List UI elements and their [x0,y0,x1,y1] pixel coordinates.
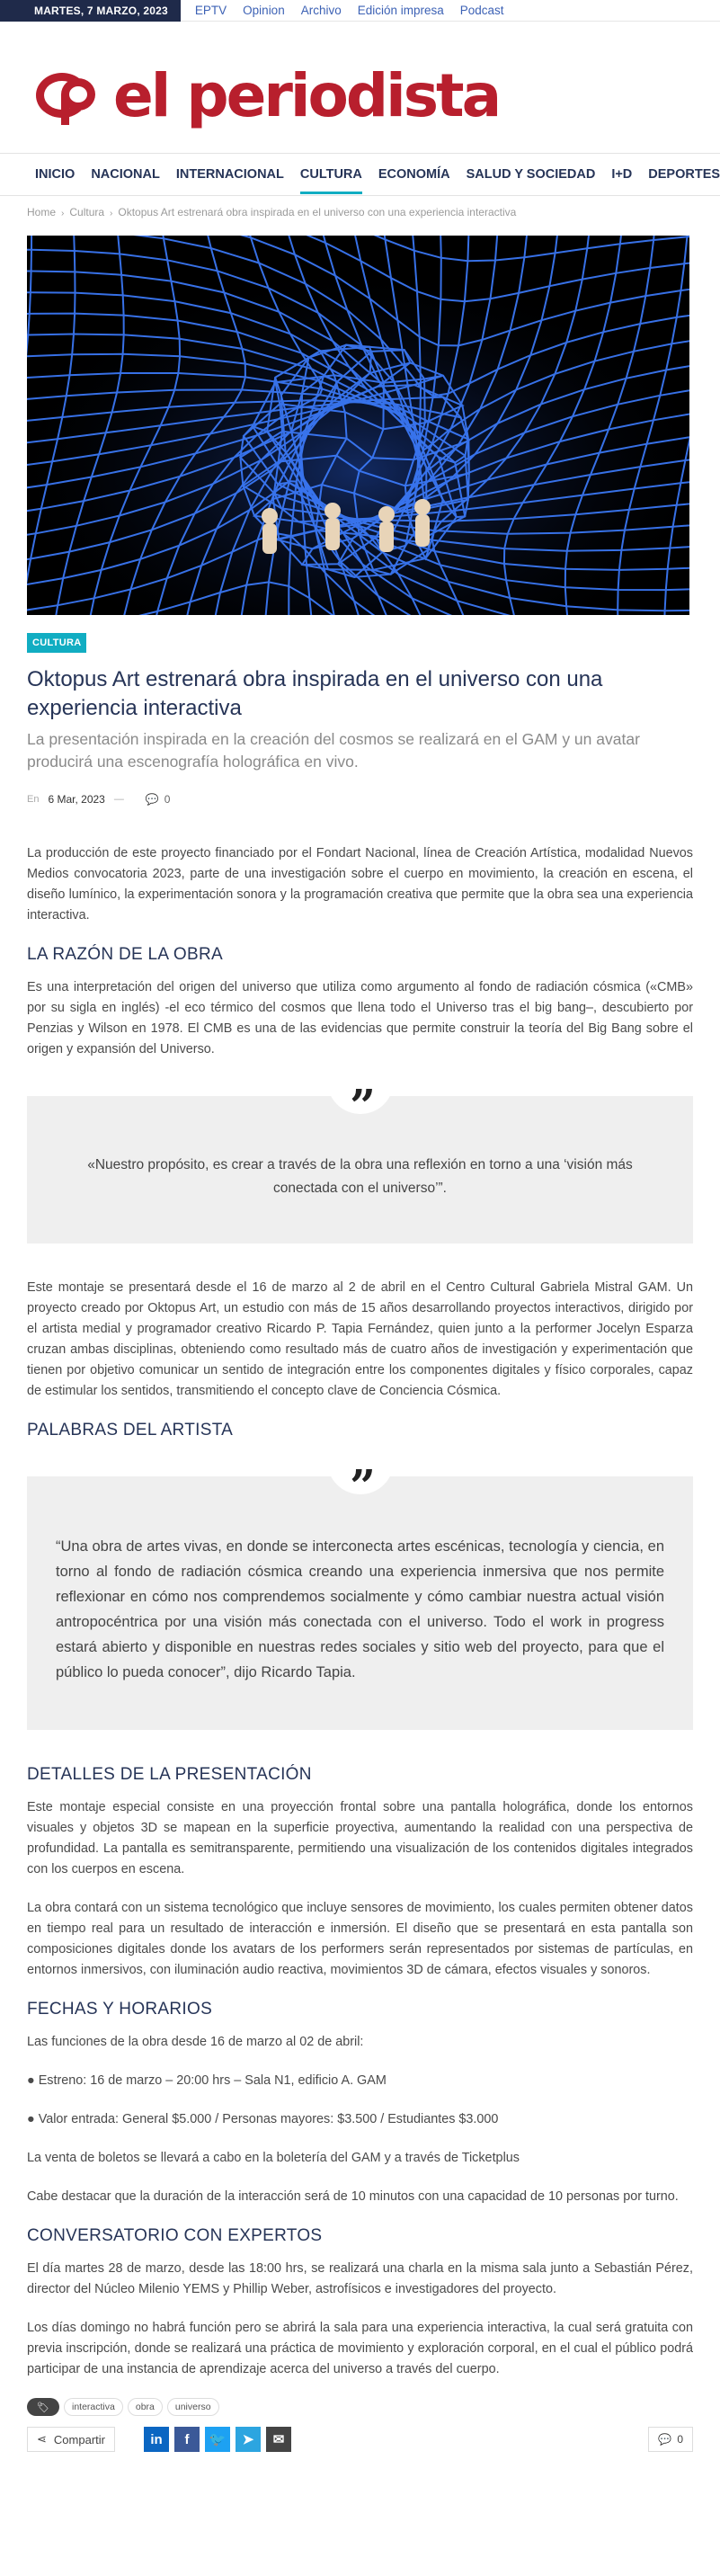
article-subtitle: La presentación inspirada en la creación del cosmos se realizará en el GAM y un avatar producirá una escenografía holográfica en vivo. [27,730,640,771]
top-links [195,4,504,17]
paragraph: Cabe destacar que la duración de la interacción será de 10 minutos con una capacidad de 10 personas por turno. [27,2189,679,2204]
nav-item-inicio[interactable]: INICIO [35,167,76,182]
share-comments-count: 0 [677,2433,683,2446]
nav-item-internacional[interactable]: INTERNACIONAL [175,167,284,182]
paragraph: Las funciones de la obra desde 16 de marzo al 02 de abril: [27,2035,364,2049]
top-link-archivo[interactable]: Archivo [300,4,342,17]
comment-icon: 💬 [658,2433,672,2446]
current-date: MARTES, 7 MARZO, 2023 [0,0,181,22]
quote-icon: ” [327,1458,394,1494]
breadcrumb [0,196,720,228]
linkedin-icon[interactable]: in [144,2427,169,2452]
breadcrumb-current: Oktopus Art estrenará obra inspirada en el universo con una experiencia interactiva [118,206,517,218]
tag-obra[interactable]: obra [128,2398,163,2416]
site-header [0,22,720,153]
paragraph: Este montaje especial consiste en una proyección frontal sobre una pantalla holográfica, donde los entornos visuales y objetos 3D se mapean en la superficie proyectiva, aumentando la realidad con una perspectiva de profundidad. La pantalla es semitransparente, permitiendo una visualización de los contenidos digitales integrados con los cuerpos en escena. [27,1800,693,1876]
nav-item-cultura[interactable]: CULTURA [292,153,370,196]
site-logo[interactable] [34,61,500,130]
nav-item-i-d[interactable]: I+D [611,167,633,182]
hero-image [27,236,689,615]
breadcrumb-separator-icon: › [110,209,113,218]
section-heading: LA RAZÓN DE LA OBRA [27,945,223,964]
comment-icon: 💬 [145,793,159,806]
tag-list [27,2398,693,2416]
share-button[interactable] [27,2427,115,2452]
share-icon: ⋖ [37,2432,47,2446]
pull-quote [27,1079,693,1243]
comments-button[interactable] [648,2427,693,2452]
section-heading: DETALLES DE LA PRESENTACIÓN [27,1765,312,1784]
paragraph: ● Estreno: 16 de marzo – 20:00 hrs – Sala N1, edificio A. GAM [27,2073,387,2088]
top-link-edicion-impresa[interactable]: Edición impresa [357,4,444,17]
section-heading: PALABRAS DEL ARTISTA [27,1421,234,1440]
paragraph: La venta de boletos se llevará a cabo en la boletería del GAM y a través de Ticketplus [27,2151,520,2165]
paragraph: Es una interpretación del origen del universo que utiliza como argumento al fondo de radiación cósmica («CMB» por su sigla en inglés) -el eco térmico del cosmos que llena todo el Universo tras el big bang–, descubierto por Penzias y Wilson en 1978. El CMB es una de las evidencias que permite construir la teoría del Big Bang sobre el origen y expansión del Universo. [27,980,693,1056]
comments-count: 0 [164,793,171,806]
top-link-eptv[interactable]: EPTV [194,4,227,17]
share-bar [27,2427,693,2452]
share-label: Compartir [53,2432,105,2447]
paragraph: Este montaje se presentará desde el 16 de marzo al 2 de abril en el Centro Cultural Gabriela Mistral GAM. Un proyecto creado por Oktopus Art, un estudio con más de 15 años desarrollando proyectos interactivos, dirigido por el artista medial y programador creativo Ricardo P. Tapia Fernández, quien junto a la performer Jocelyn Esparza cruzan ambas disciplinas, obteniendo como resultado más de cuatro años de investigación y experimentación que tienen por objetivo comunicar un sentido de integración entre los componentes digitales y físico corporales, capaz de estimular los sentidos, transmitiendo el concepto clave de Conciencia Cósmica. [27,1280,693,1398]
section-heading: FECHAS Y HORARIOS [27,2000,213,2019]
breadcrumb-home[interactable]: Home [27,206,57,218]
twitter-icon[interactable]: 🐦 [205,2427,230,2452]
top-bar [0,0,720,22]
breadcrumb-separator-icon: › [61,209,65,218]
top-link-podcast[interactable]: Podcast [459,4,504,17]
paragraph: La obra contará con un sistema tecnológico que incluye sensores de movimiento, los cuales permiten obtener datos en tiempo real para un resultado de interacción e inmersión. El diseño que se presentará en esta pantalla son composiciones digitales donde los avatars de los performers serán representados por sistemas de partículas, en entornos inmersivos, con iluminación audio reactiva, movimientos 3D de cámara, efectos visuales y sonoros. [27,1901,693,1977]
section-heading: CONVERSATORIO CON EXPERTOS [27,2226,323,2245]
tag-icon: 🏷 [27,2398,59,2416]
pull-quote-text: “Una obra de artes vivas, en donde se interconecta artes escénicas, tecnología y ciencia, en torno al fondo de radiación cósmica creando una experiencia inmersiva que nos permite reflexionar en cómo nos comprendemos socialmente y cómo cambiar nuestra actual visión antropocéntrica por una visión más conectada con el universo. Todo el work in progress estará abierto y disponible en nuestras redes sociales y sitio web del proyecto, para que el público lo pueda conocer”, dijo Ricardo Tapia. [56,1538,664,1680]
paragraph: La producción de este proyecto financiado por el Fondart Nacional, línea de Creación Artística, modalidad Nuevos Medios convocatoria 2023, parte de una investigación sobre el cuerpo en movimiento, la creación en escena, el diseño lumínico, la experimentación sonora y la programación creativa que permite que la obra sea una experiencia interactiva. [27,846,693,923]
tag-interactiva[interactable]: interactiva [64,2398,123,2416]
article-body [27,843,693,2380]
pull-quote [27,1459,693,1730]
meta-separator: — [113,794,124,805]
paragraph: El día martes 28 de marzo, desde las 18:00 hrs, se realizará una charla en la misma sala junto a Sebastián Pérez, director del Núcleo Milenio YEMS y Phillip Weber, astrofísicos e investigadores del proyecto. [27,2261,693,2296]
top-link-opinion[interactable]: Opinion [243,4,285,17]
paragraph: Los días domingo no habrá función pero se abrirá la sala para una experiencia interactiva, la cual será gratuita con previa inscripción, donde se realizará una práctica de movimiento y exploración corporal, en el cual el público podrá participar de una instancia de aprendizaje acerca del universo a través del cuerpo. [27,2321,693,2376]
logo-text: el periodista [113,61,500,130]
nav-item-nacional[interactable]: NACIONAL [91,167,160,182]
logo-mark-icon [34,66,108,123]
telegram-icon[interactable]: ➤ [236,2427,261,2452]
paragraph: ● Valor entrada: General $5.000 / Personas mayores: $3.500 / Estudiantes $3.000 [27,2112,499,2126]
comments-link[interactable] [146,793,171,806]
nav-item-economia[interactable]: ECONOMÍA [378,167,450,182]
facebook-icon[interactable]: f [174,2427,200,2452]
main-nav [0,153,720,196]
breadcrumb-cultura[interactable]: Cultura [69,206,105,218]
category-badge[interactable]: CULTURA [27,633,86,653]
article-title: Oktopus Art estrenará obra inspirada en el universo con una experiencia interactiva [27,667,603,720]
tag-universo[interactable]: universo [167,2398,219,2416]
nav-item-salud-y-sociedad[interactable]: SALUD Y SOCIEDAD [466,167,596,182]
pull-quote-text: «Nuestro propósito, es crear a través de la obra una reflexión en torno a una ‘visión más conectada con el universo’”. [87,1157,633,1196]
article-date: 6 Mar, 2023 [48,793,105,806]
quote-icon: ” [327,1078,394,1114]
hero-image-graphic [27,236,689,615]
email-icon[interactable]: ✉ [266,2427,291,2452]
meta-prefix: En [27,794,40,805]
nav-item-deportes[interactable]: DEPORTES [648,167,720,182]
article-meta [27,793,693,806]
